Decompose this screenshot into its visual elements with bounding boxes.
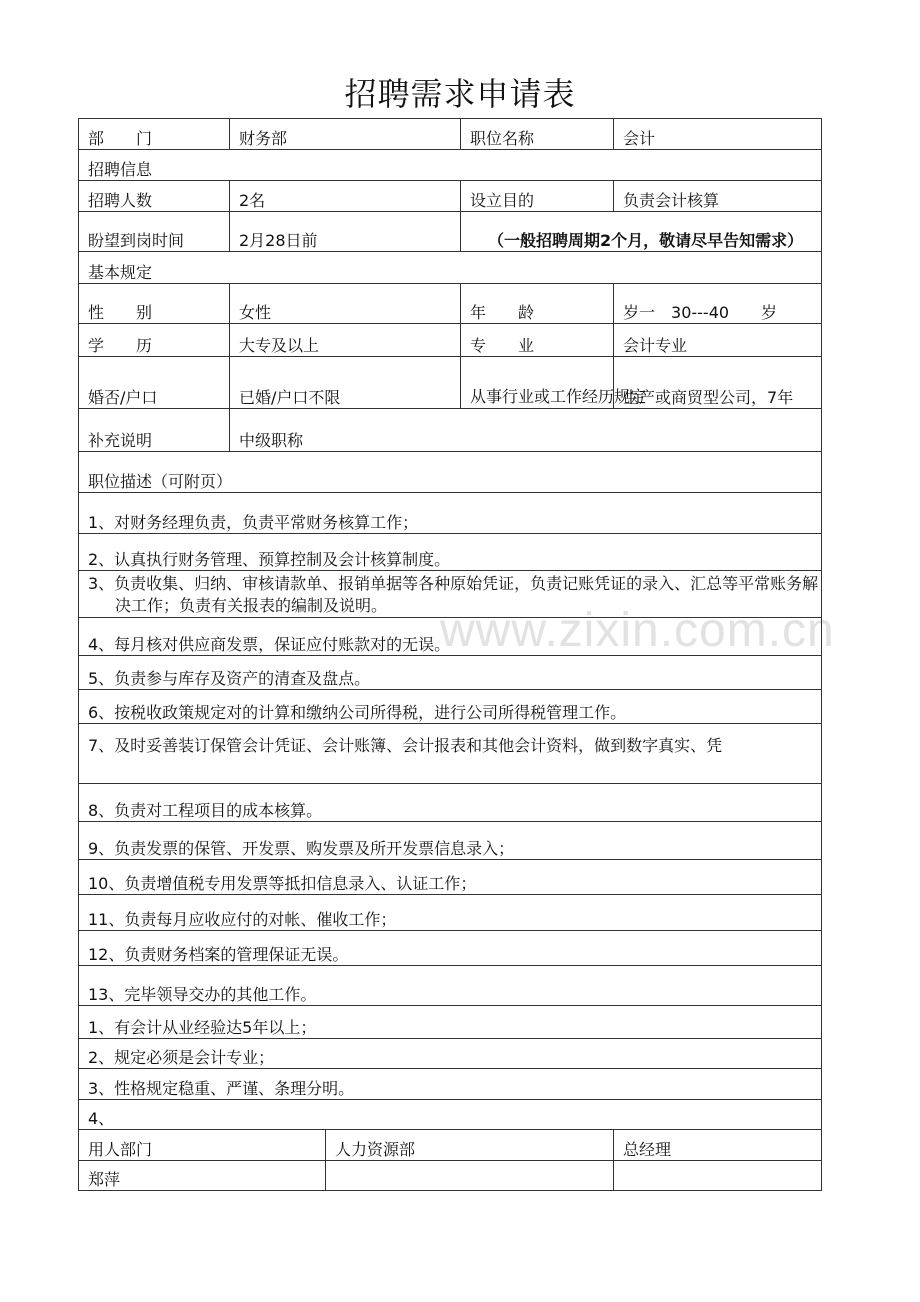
- row-count: [79, 181, 822, 212]
- page-title: 招聘需求申请表: [344, 75, 576, 113]
- row-signoff-headers: [79, 1130, 822, 1161]
- row-department: [79, 119, 822, 150]
- requirement-item-3: 3、性格规定稳重、严谨、条理分明。: [79, 1069, 822, 1100]
- count-label: 招聘人数: [79, 181, 230, 212]
- count-value: 2名: [230, 181, 461, 212]
- arrival-label: 盼望到岗时间: [79, 212, 230, 252]
- duty-item-2: 2、认真执行财务管理、预算控制及会计核算制度。: [79, 534, 822, 571]
- section-recruit-info: 招聘信息: [79, 150, 822, 181]
- requirement-row: [79, 1069, 822, 1100]
- duty-row: [79, 493, 822, 534]
- age-value: 岁一 30---40 岁: [614, 284, 822, 324]
- row-duties-heading: [79, 452, 822, 493]
- duty-row: [79, 784, 822, 822]
- position-label: 职位名称: [461, 119, 614, 150]
- experience-label: 从事行业或工作经历规定: [461, 357, 614, 409]
- row-arrival: [79, 212, 822, 252]
- row-education: [79, 324, 822, 357]
- recruitment-form-table: [78, 118, 822, 1191]
- signoff-hr-value: [326, 1161, 614, 1191]
- duty-item-5: 5、负责参与库存及资产的清查及盘点。: [79, 656, 822, 690]
- position-value: 会计: [614, 119, 822, 150]
- duty-item-9: 9、负责发票的保管、开发票、购发票及所开发票信息录入；: [79, 822, 822, 860]
- duty-row: [79, 690, 822, 724]
- row-supplement: [79, 409, 822, 452]
- duty-row: [79, 571, 822, 618]
- marital-value: 已婚/户口不限: [230, 357, 461, 409]
- duty-row: [79, 931, 822, 966]
- row-section-basic: [79, 252, 822, 284]
- duty-row: [79, 618, 822, 656]
- watermark: www.zixin.com.cn: [440, 604, 835, 657]
- duty-row: [79, 534, 822, 571]
- duty-item-12: 12、负责财务档案的管理保证无误。: [79, 931, 822, 966]
- row-gender: [79, 284, 822, 324]
- requirement-item-1: 1、有会计从业经验达5年以上；: [79, 1006, 822, 1039]
- section-basic-rules: 基本规定: [79, 252, 822, 284]
- duty-row: [79, 656, 822, 690]
- duty-item-4: 4、每月核对供应商发票，保证应付账款对的无误。: [79, 618, 822, 656]
- duty-row: [79, 822, 822, 860]
- duty-item-13: 13、完毕领导交办的其他工作。: [79, 966, 822, 1006]
- gender-label: 性 别: [79, 284, 230, 324]
- requirement-item-4: 4、: [79, 1100, 822, 1130]
- signoff-hr-label: 人力资源部: [326, 1130, 614, 1161]
- requirement-row: [79, 1100, 822, 1130]
- duty-row: [79, 966, 822, 1006]
- requirement-row: [79, 1006, 822, 1039]
- edu-value: 大专及以上: [230, 324, 461, 357]
- duty-item-11: 11、负责每月应收应付的对帐、催收工作；: [79, 895, 822, 931]
- duties-heading: 职位描述（可附页）: [79, 452, 822, 493]
- requirement-item-2: 2、规定必须是会计专业；: [79, 1039, 822, 1069]
- signoff-dept-value: 郑萍: [79, 1161, 326, 1191]
- duty-row: [79, 860, 822, 895]
- purpose-label: 设立目的: [461, 181, 614, 212]
- duty-item-3: 3、负责收集、归纳、审核请款单、报销单据等各种原始凭证，负责记账凭证的录入、汇总等平常账务解决工作；负责有关报表的编制及说明。: [88, 574, 819, 615]
- duty-row: [79, 895, 822, 931]
- duty-row: [79, 724, 822, 784]
- age-label: 年 龄: [461, 284, 614, 324]
- signoff-gm-label: 总经理: [614, 1130, 822, 1161]
- purpose-value: 负责会计核算: [614, 181, 822, 212]
- row-section-recruit: [79, 150, 822, 181]
- row-marital: [79, 357, 822, 409]
- marital-label: 婚否/户口: [79, 357, 230, 409]
- arrival-hint: （一般招聘周期2个月，敬请尽早告知需求）: [461, 212, 822, 252]
- requirement-row: [79, 1039, 822, 1069]
- row-signoff-values: [79, 1161, 822, 1191]
- duty-item-6: 6、按税收政策规定对的计算和缴纳公司所得税，进行公司所得税管理工作。: [79, 690, 822, 724]
- supplement-label: 补充说明: [79, 409, 230, 452]
- duty-item-7: 7、及时妥善装订保管会计凭证、会计账簿、会计报表和其他会计资料，做到数字真实、凭: [79, 724, 822, 784]
- signoff-gm-value: [614, 1161, 822, 1191]
- edu-label: 学 历: [79, 324, 230, 357]
- supplement-value: 中级职称: [230, 409, 822, 452]
- duty-item-1: 1、对财务经理负责，负责平常财务核算工作；: [79, 493, 822, 534]
- experience-value: 生产或商贸型公司，7年: [614, 357, 822, 409]
- major-value: 会计专业: [614, 324, 822, 357]
- dept-value: 财务部: [230, 119, 461, 150]
- duty-item-10: 10、负责增值税专用发票等抵扣信息录入、认证工作；: [79, 860, 822, 895]
- dept-label: 部 门: [79, 119, 230, 150]
- duty-item-8: 8、负责对工程项目的成本核算。: [79, 784, 822, 822]
- major-label: 专 业: [461, 324, 614, 357]
- signoff-dept-label: 用人部门: [79, 1130, 326, 1161]
- arrival-value: 2月28日前: [230, 212, 461, 252]
- gender-value: 女性: [230, 284, 461, 324]
